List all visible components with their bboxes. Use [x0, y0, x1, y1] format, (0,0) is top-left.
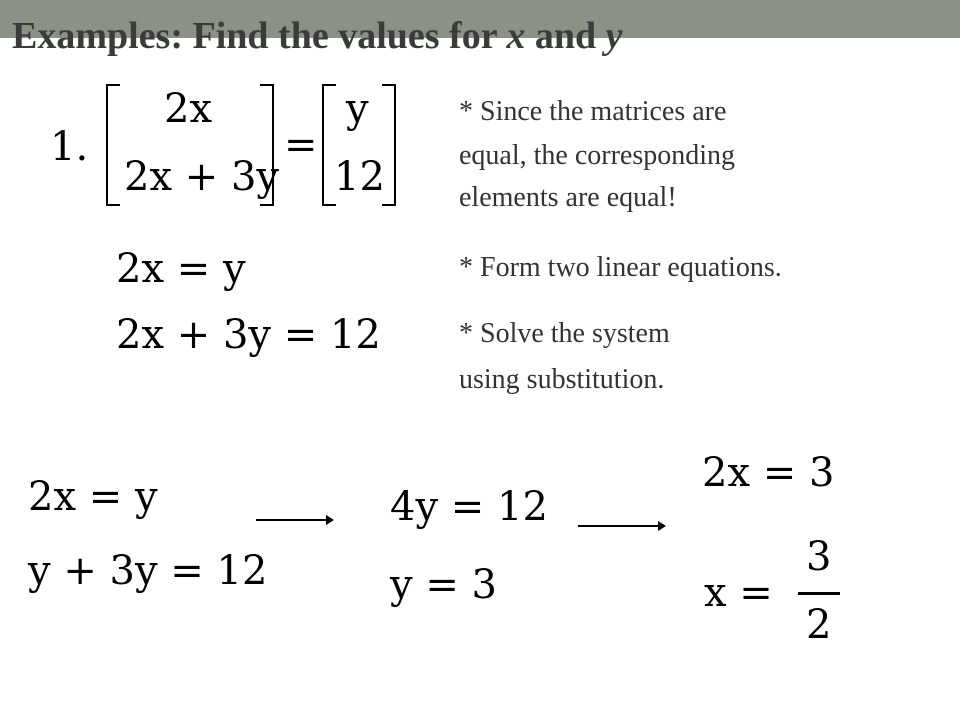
example-number: 1. — [50, 124, 89, 170]
arrow-icon — [254, 512, 334, 528]
step2-equation-2: y = 3 — [390, 562, 497, 608]
slide-title — [12, 12, 623, 60]
step2-equation-1: 4y = 12 — [390, 484, 548, 530]
note-1-line-3: elements are equal! — [459, 182, 677, 213]
title-prefix: Examples: Find the values for — [12, 15, 507, 57]
step1-equation-2: y + 3y = 12 — [28, 548, 268, 594]
title-var-x: x — [506, 15, 526, 57]
left-matrix-open-bracket — [106, 84, 120, 206]
step3-lhs: x = — [704, 570, 773, 616]
left-matrix-row2: 2x + 3y — [124, 154, 279, 200]
note-2: * Form two linear equations. — [459, 252, 782, 283]
step1-equation-1: 2x = y — [28, 474, 158, 520]
step3-equation-1: 2x = 3 — [702, 450, 835, 496]
note-3-line-1: * Solve the system — [459, 318, 670, 349]
title-var-y: y — [605, 15, 623, 57]
fraction-bar — [798, 592, 840, 595]
right-matrix-close-bracket — [382, 84, 396, 206]
left-matrix-row1: 2x — [164, 86, 213, 132]
title-middle: and — [525, 15, 606, 57]
equation-2: 2x + 3y = 12 — [116, 312, 381, 358]
matrix-equals: = — [284, 122, 318, 168]
note-1-line-1: * Since the matrices are — [459, 96, 727, 127]
right-matrix-row2: 12 — [334, 154, 385, 200]
equation-1: 2x = y — [116, 246, 246, 292]
fraction-denominator: 2 — [806, 602, 832, 648]
right-matrix-row1: y — [346, 86, 369, 132]
note-1-line-2: equal, the corresponding — [459, 140, 736, 171]
arrow-icon — [576, 518, 666, 534]
fraction-numerator: 3 — [806, 534, 832, 580]
note-3-line-2: using substitution. — [459, 364, 665, 395]
left-matrix-close-bracket — [260, 84, 274, 206]
